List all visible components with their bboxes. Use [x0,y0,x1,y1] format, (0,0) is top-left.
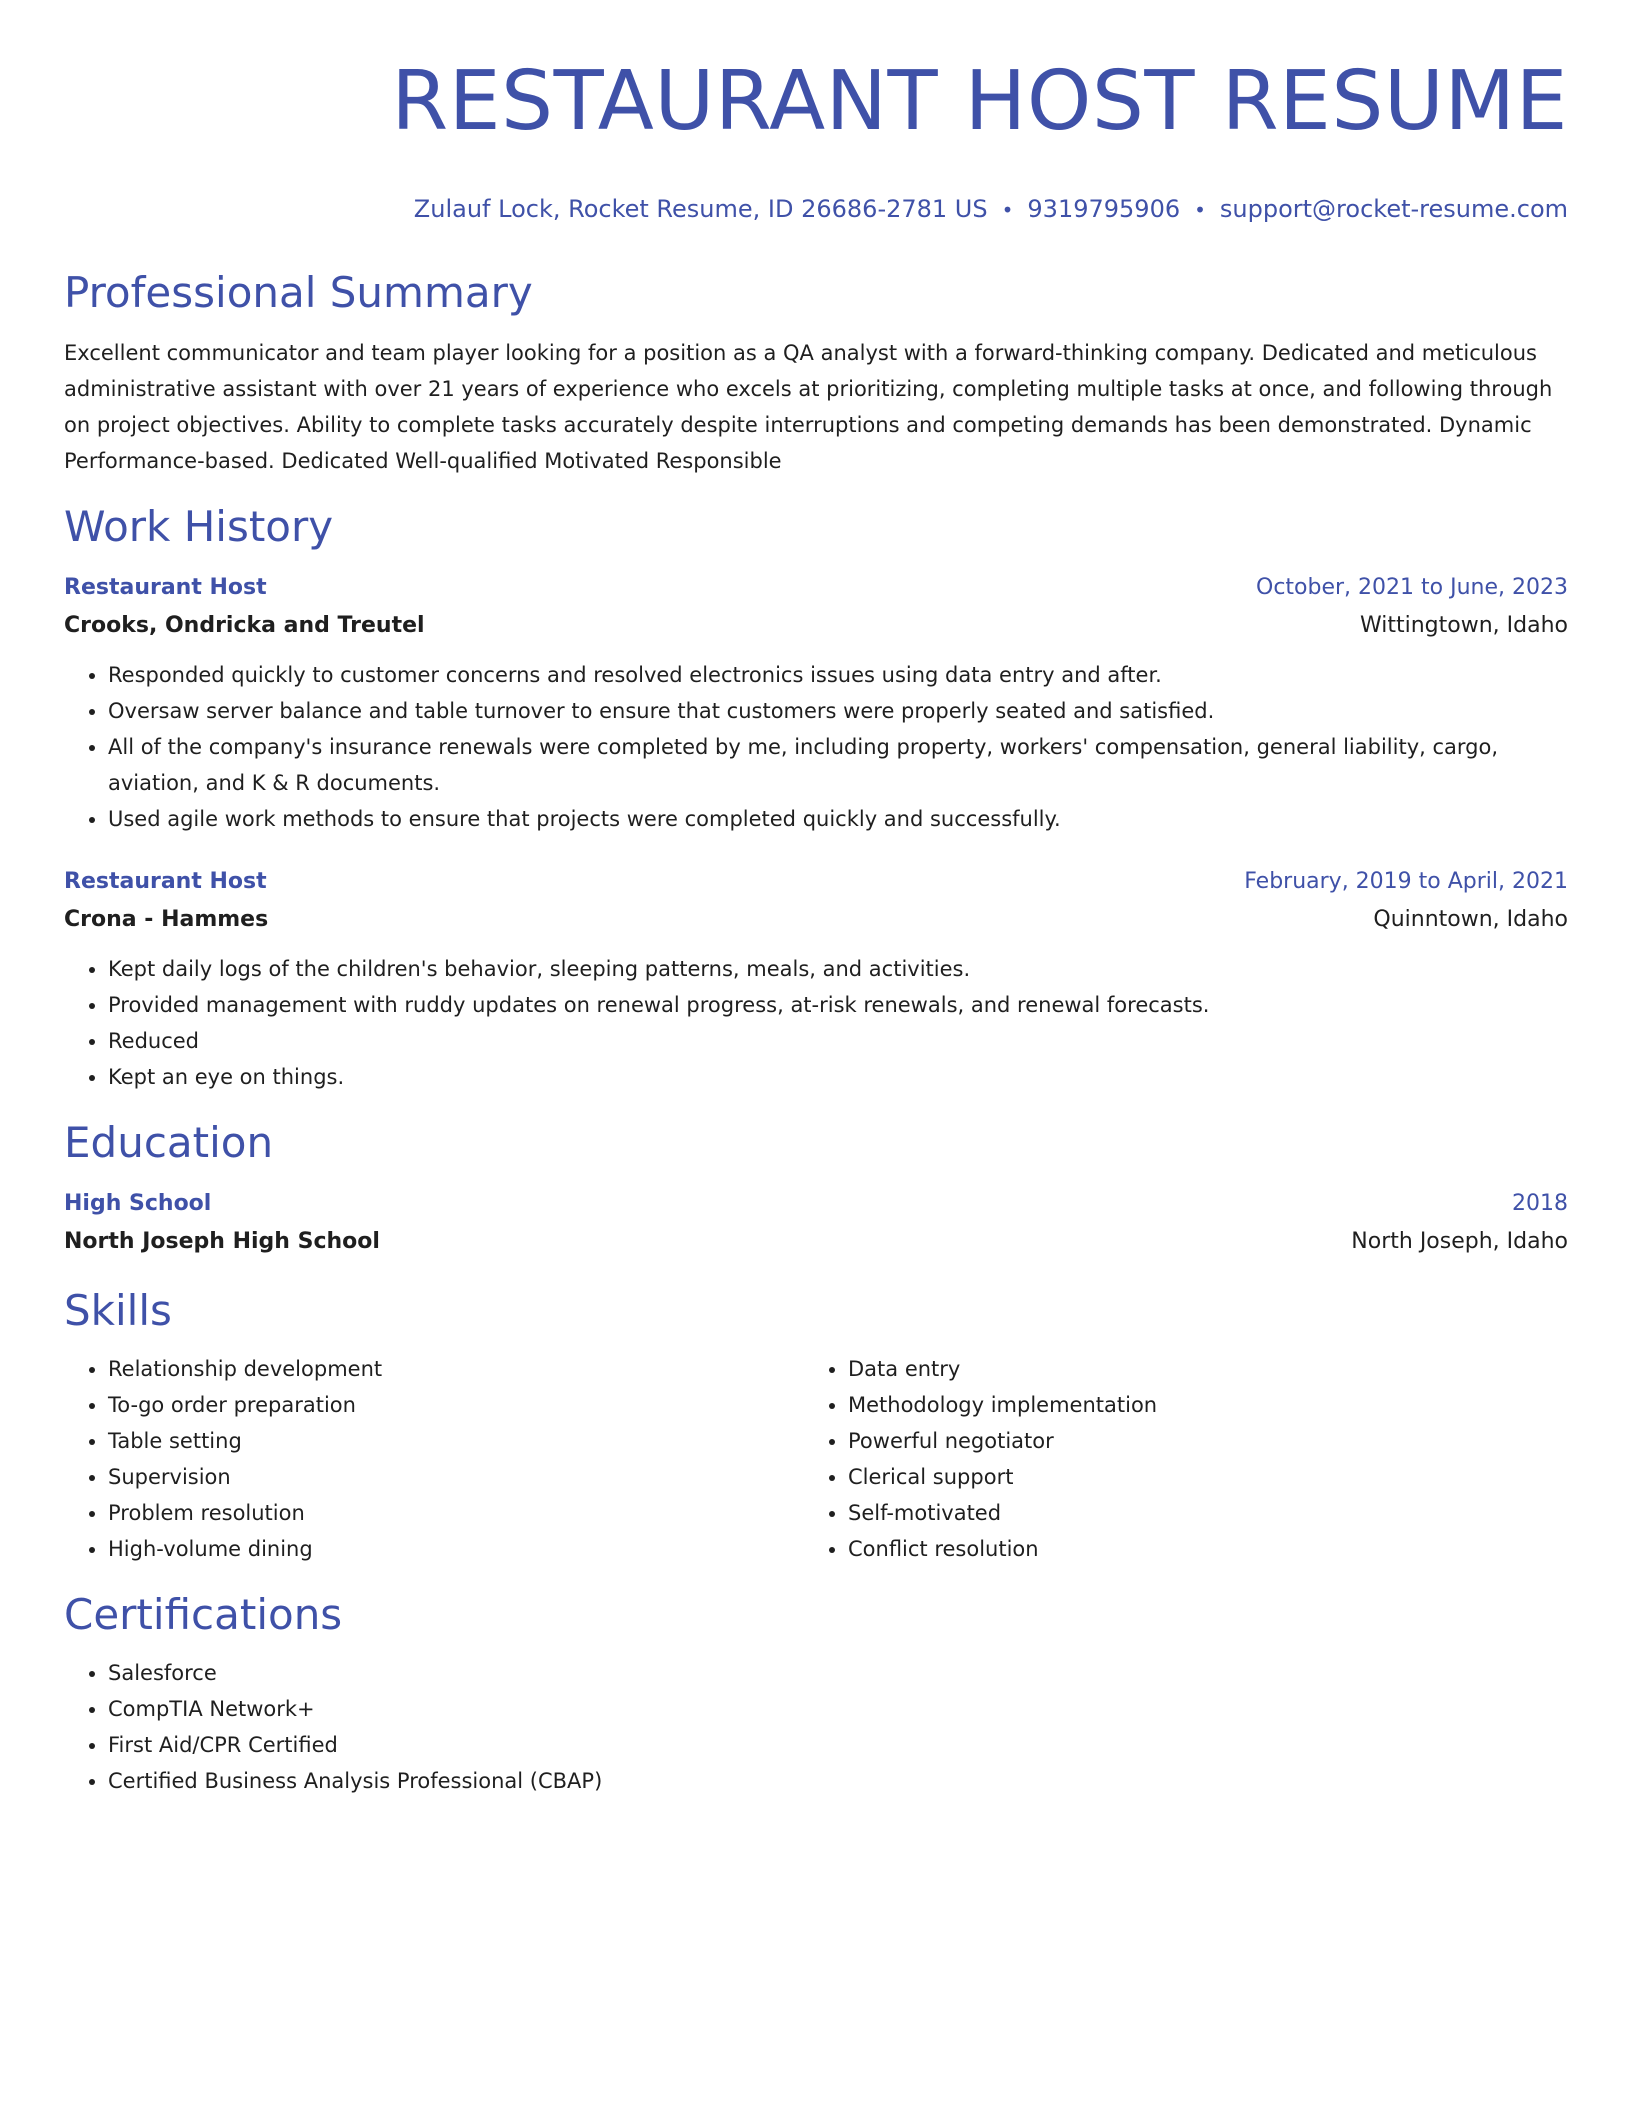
job-bullet: • Used agile work methods to ensure that projects were completed quickly and successfully. [108,801,1568,837]
skill-item: • Conflict resolution [848,1531,1544,1567]
job-dates: October, 2021 to June, 2023 [1256,575,1568,600]
job-entry [64,863,1568,1095]
skill-item: • Clerical support [848,1459,1544,1495]
skill-item: • High-volume dining [108,1531,804,1567]
certification-item: • CompTIA Network+ [108,1691,1568,1727]
skills-column-right [804,1351,1544,1567]
job-role: Restaurant Host [64,869,267,894]
contact-address: Zulauf Lock, Rocket Resume, ID 26686-2781 US [413,195,988,223]
certification-item: • First Aid/CPR Certified [108,1727,1568,1763]
education-header-row [64,1185,1568,1223]
job-location: Wittingtown, Idaho [1359,613,1568,638]
skill-item: • Powerful negotiator [848,1423,1544,1459]
section-heading-work-history: Work History [64,502,334,551]
skill-item: • Problem resolution [108,1495,804,1531]
job-header-row [64,569,1568,607]
education-year: 2018 [1512,1191,1568,1216]
job-company-row [64,901,1568,939]
job-bullet: • All of the company's insurance renewals were completed by me, including property, workers' compensation, general liability, cargo, aviation, and K & R documents. [108,729,1568,801]
skill-item: • To-go order preparation [108,1387,804,1423]
job-bullet: • Provided management with ruddy updates on renewal progress, at-risk renewals, and renewal forecasts. [108,987,1568,1023]
education-school-row [64,1223,1568,1261]
job-bullets [64,657,1568,837]
summary-text: Excellent communicator and team player looking for a position as a QA analyst with a forward-thinking company. Dedicated and meticulous administrative assistant with over 21 years of experience who excels at prioritizing, completing multiple tasks at once, and following through on project objectives. Ability to complete tasks accurately despite interruptions and competing demands has been demonstrated. Dynamic Performance-based. Dedicated Well-qualified Motivated Responsible [64,341,1553,473]
contact-separator: • [1194,198,1206,222]
job-bullet: • Kept daily logs of the children's behavior, sleeping patterns, meals, and activities. [108,951,1568,987]
contact-email[interactable]: support@rocket-resume.com [1219,195,1568,223]
skills-grid [64,1351,1568,1567]
summary-section [64,265,1568,479]
skill-item: • Table setting [108,1423,804,1459]
certifications-list [64,1655,1568,1799]
job-role: Restaurant Host [64,575,267,600]
job-header-row [64,863,1568,901]
skills-column-left [64,1351,804,1567]
job-company: Crooks, Ondricka and Treutel [64,613,425,638]
certification-item: • Salesforce [108,1655,1568,1691]
work-history-section [64,499,1568,1095]
section-heading-summary: Professional Summary [64,268,533,317]
job-bullet: • Responded quickly to customer concerns and resolved electronics issues using data entry and after. [108,657,1568,693]
job-bullets [64,951,1568,1095]
contact-separator: • [1001,198,1014,222]
skills-section [64,1283,1568,1567]
certification-item: • Certified Business Analysis Professional (CBAP) [108,1763,1568,1799]
job-location: Quinntown, Idaho [1373,907,1568,932]
education-school: North Joseph High School [64,1229,380,1254]
section-heading-education: Education [64,1118,274,1167]
resume-title: RESTAURANT HOST RESUME [391,54,1568,149]
skill-item: • Self-motivated [848,1495,1544,1531]
skill-item: • Relationship development [108,1351,804,1387]
skill-item: • Methodology implementation [848,1387,1544,1423]
job-dates: February, 2019 to April, 2021 [1244,869,1568,894]
job-bullet: • Kept an eye on things. [108,1059,1568,1095]
job-company: Crona - Hammes [64,907,269,932]
education-section [64,1115,1568,1261]
job-company-row [64,607,1568,645]
contact-phone[interactable]: 9319795906 [1027,195,1181,223]
job-entry [64,569,1568,837]
job-bullet: • Oversaw server balance and table turnover to ensure that customers were properly seated and satisfied. [108,693,1568,729]
job-bullet: • Reduced [108,1023,1568,1059]
certifications-section [64,1587,1568,1799]
skill-item: • Data entry [848,1351,1544,1387]
section-heading-certifications: Certifications [64,1590,343,1639]
education-location: North Joseph, Idaho [1351,1229,1568,1254]
section-heading-skills: Skills [64,1286,172,1335]
skill-item: • Supervision [108,1459,804,1495]
education-degree: High School [64,1191,212,1216]
contact-line [64,192,1568,227]
